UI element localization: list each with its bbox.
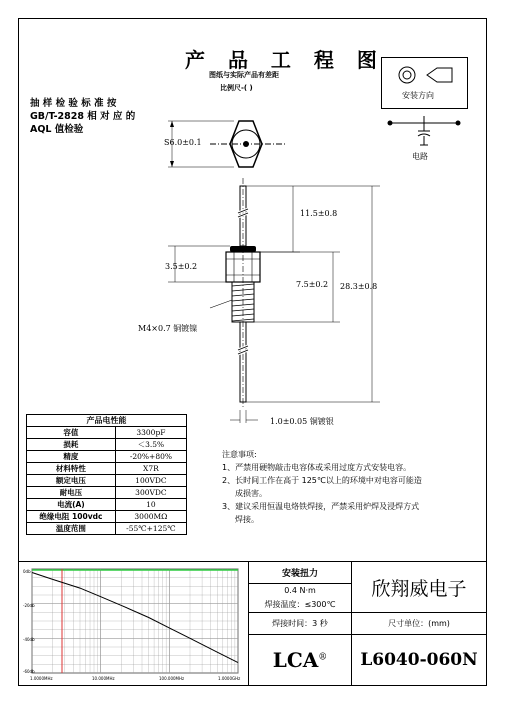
install-direction-box bbox=[381, 57, 468, 109]
part-number: L6040-060N bbox=[352, 635, 487, 686]
torque-label: 安装扭力 bbox=[249, 562, 352, 584]
x-tick-label: 100.000MHz bbox=[159, 676, 185, 681]
notes-title: 注意事项: bbox=[222, 450, 257, 459]
drawing-note: 图纸与实际产品有差距 bbox=[209, 71, 279, 79]
table-row: 容值 3300pF bbox=[27, 427, 187, 439]
table-row: 电流(A) 10 bbox=[27, 499, 187, 511]
note-2-cont: 成损害。 bbox=[235, 489, 267, 498]
note-1: 1、严禁用硬物敲击电容体或采用过度方式安装电容。 bbox=[222, 463, 412, 472]
thread-spec: M4×0.7 铜镀镍 bbox=[138, 324, 198, 333]
brand-logo: LCA bbox=[272, 648, 319, 672]
performance-table-title: 产品电性能 bbox=[27, 415, 187, 427]
brand-cell bbox=[249, 635, 352, 686]
page-title: 产 品 工 程 图 bbox=[185, 48, 385, 72]
y-tick-label: -40db bbox=[23, 637, 35, 642]
solder-time: 焊接时间：3 秒 bbox=[249, 613, 352, 635]
table-row: 绝缘电阻 100vdc 3000MΩ bbox=[27, 511, 187, 523]
sampling-line-1: 抽 样 检 验 标 准 按 bbox=[30, 98, 117, 109]
title-block bbox=[248, 561, 487, 686]
x-tick-label: 1.0000GHz bbox=[218, 676, 241, 681]
table-row: 温度范围 -55℃+125℃ bbox=[27, 523, 187, 535]
note-3: 3、建议采用恒温电烙铁焊接，严禁采用炉焊及浸焊方式 bbox=[222, 502, 420, 511]
dim-7-5: 7.5±0.2 bbox=[296, 280, 329, 289]
wire-spec: 1.0±0.05 铜镀银 bbox=[270, 417, 334, 426]
sampling-line-3: AQL 值检验 bbox=[30, 124, 84, 135]
performance-table bbox=[26, 414, 187, 535]
attenuation-chart bbox=[22, 565, 244, 683]
table-row: 材料特性 X7R bbox=[27, 463, 187, 475]
scale-label: 比例尺-( ) bbox=[220, 84, 253, 92]
note-3-cont: 焊接。 bbox=[235, 515, 259, 524]
y-tick-label: -20db bbox=[23, 603, 35, 608]
dim-3-5: 3.5±0.2 bbox=[165, 262, 198, 271]
table-row: 耐电压 300VDC bbox=[27, 487, 187, 499]
install-direction-icon bbox=[382, 58, 467, 90]
company-name: 欣翔威电子 bbox=[352, 562, 487, 613]
dim-hex: S6.0±0.1 bbox=[164, 138, 202, 147]
y-tick-label: 0db bbox=[23, 569, 31, 574]
circuit-label: 电路 bbox=[412, 152, 428, 161]
table-row: 精度 -20%+80% bbox=[27, 451, 187, 463]
table-row: 损耗 ＜3.5% bbox=[27, 439, 187, 451]
torque-value: 0.4 N·m bbox=[249, 584, 352, 597]
registered-mark: ® bbox=[318, 652, 328, 663]
notes-block bbox=[222, 448, 467, 526]
x-tick-label: 10.000MHz bbox=[92, 676, 115, 681]
x-tick-label: 1.0000MHz bbox=[30, 676, 53, 681]
table-row: 额定电压 100VDC bbox=[27, 475, 187, 487]
dim-11-5: 11.5±0.8 bbox=[300, 209, 338, 218]
sampling-line-2: GB/T-2828 相 对 应 的 bbox=[30, 111, 136, 122]
note-2: 2、长时间工作在高于 125℃以上的环境中对电容可能造 bbox=[222, 476, 422, 485]
y-tick-label: -60db bbox=[23, 669, 35, 674]
install-direction-label: 安装方向 bbox=[402, 91, 434, 100]
dim-28-3: 28.3±0.8 bbox=[340, 282, 378, 291]
solder-temp: 焊接温度：≤300℃ bbox=[249, 597, 352, 613]
unit-label: 尺寸单位：(mm) bbox=[352, 613, 487, 635]
part-drawing bbox=[150, 118, 410, 438]
